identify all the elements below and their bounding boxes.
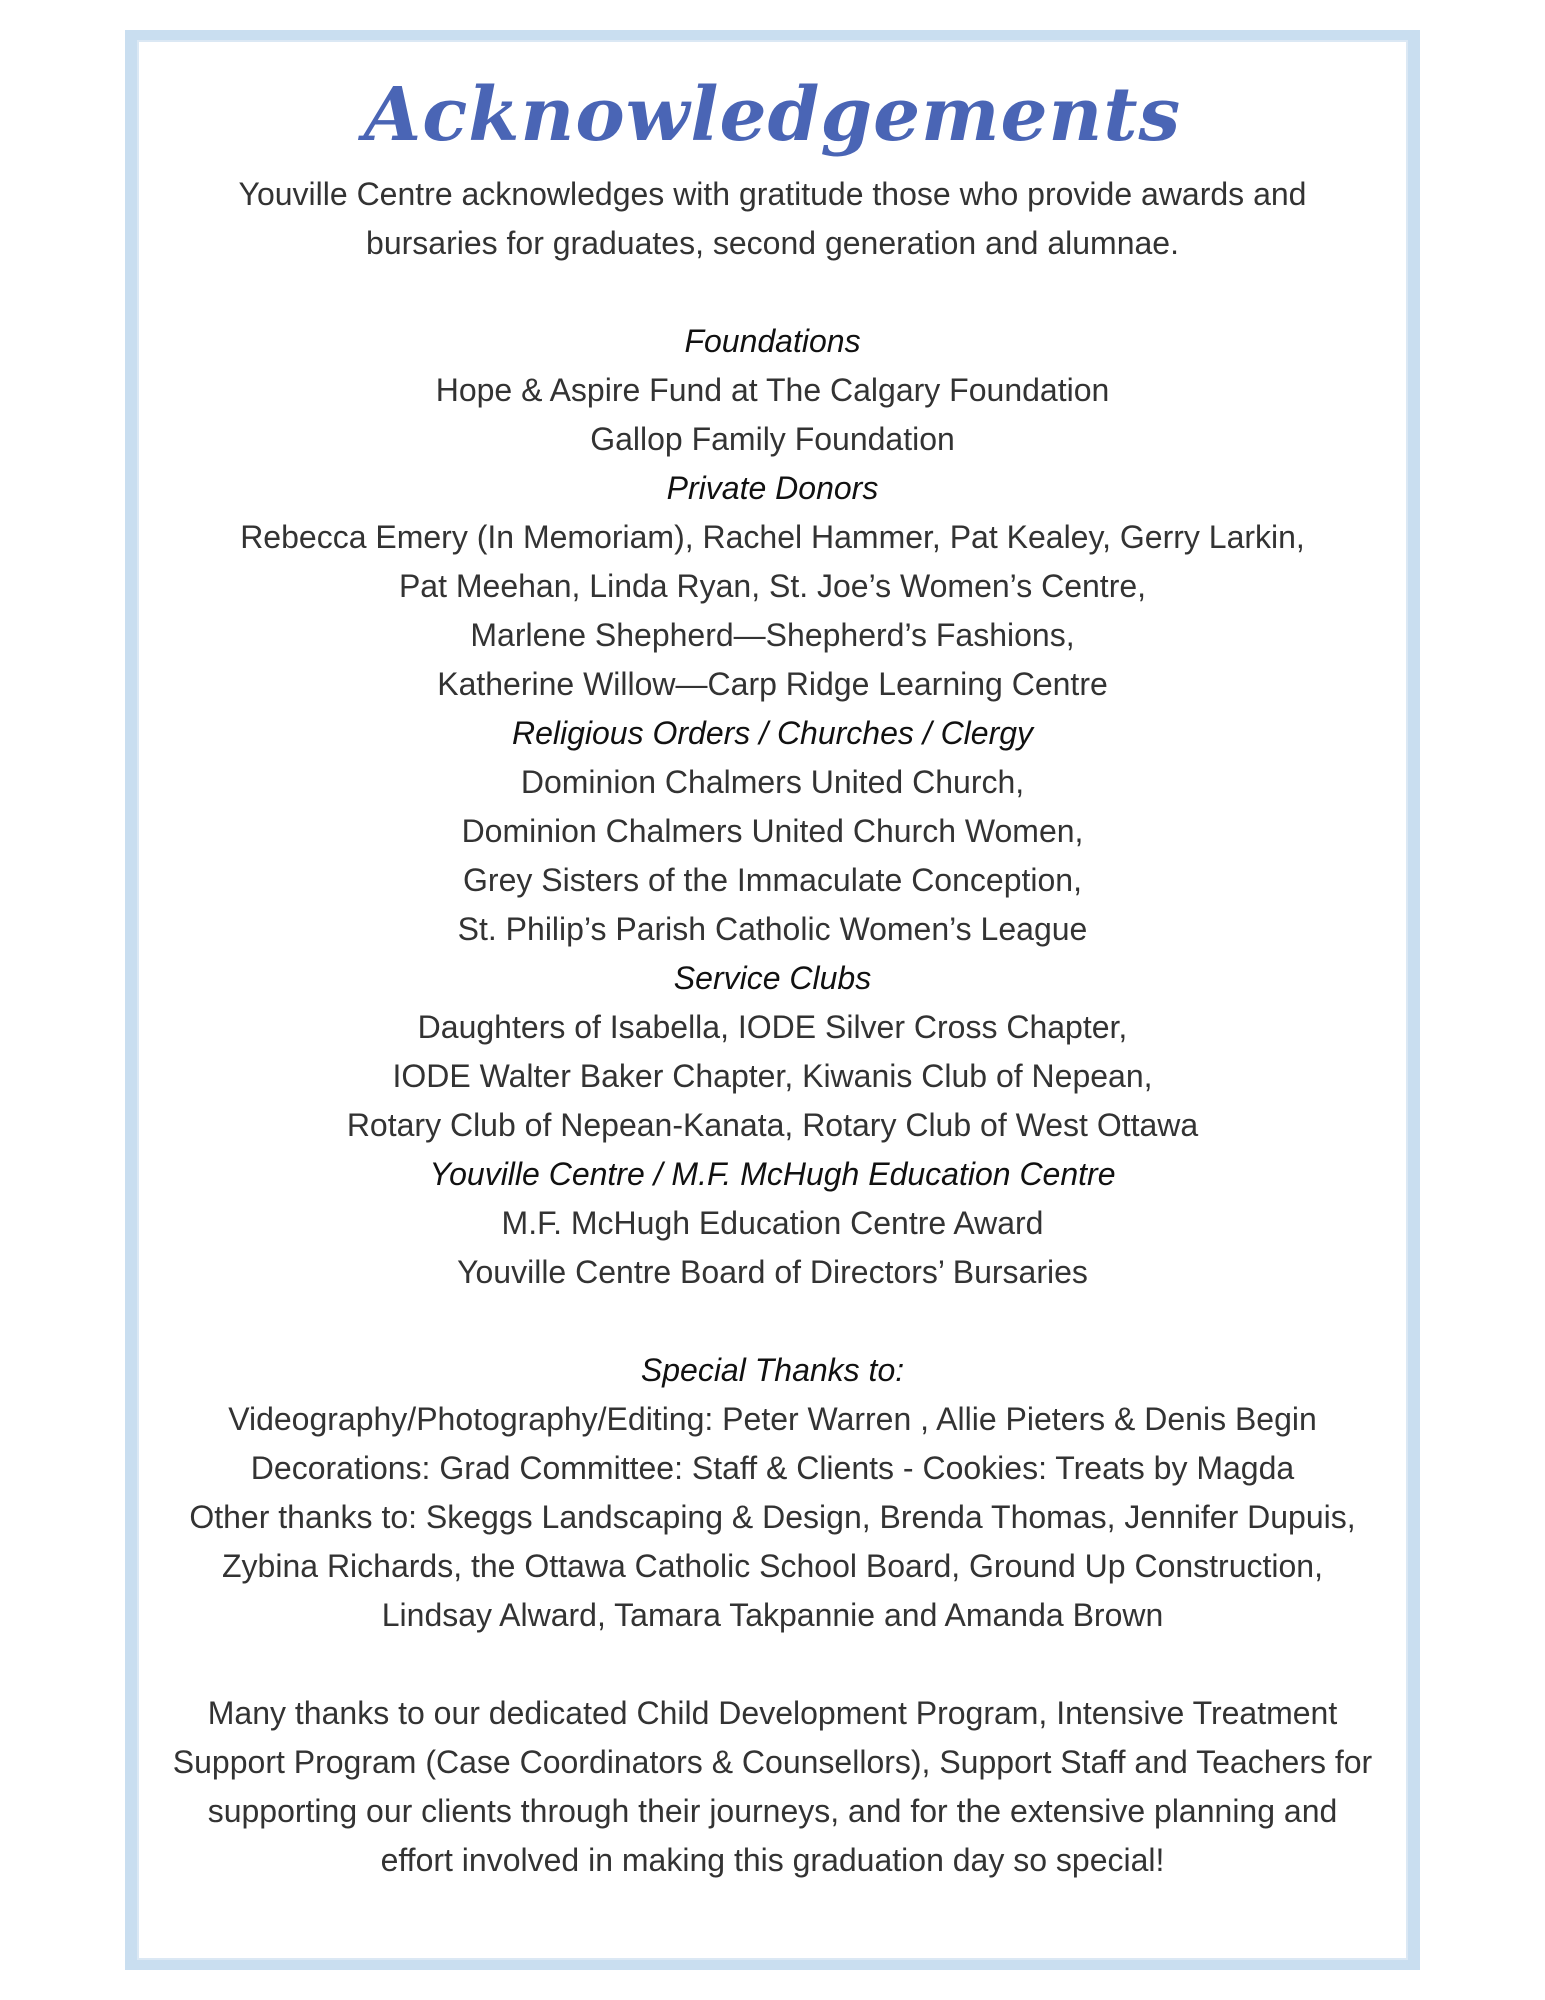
section-service-clubs [137,954,1408,1150]
intro-line: Youville Centre acknowledges with gratitude those who provide awards and [238,176,1307,212]
section-heading: Private Donors [666,470,879,506]
list-item: Dominion Chalmers United Church Women, [461,813,1084,849]
acknowledgements-document [137,40,1408,1885]
list-item: Pat Meehan, Linda Ryan, St. Joe’s Women’s Centre, [398,568,1147,604]
section-heading: Special Thanks to: [640,1352,905,1388]
list-item: St. Philip’s Parish Catholic Women’s League [457,911,1088,947]
list-item: Videography/Photography/Editing: Peter Warren , Allie Pieters & Denis Begin [228,1401,1317,1437]
list-item: Marlene Shepherd—Shepherd’s Fashions, [470,617,1075,653]
list-item: Zybina Richards, the Ottawa Catholic School Board, Ground Up Construction, [222,1548,1323,1584]
list-item: Grey Sisters of the Immaculate Conception, [463,862,1082,898]
section-foundations [137,317,1408,464]
closing-line: supporting our clients through their journeys, and for the extensive planning and [207,1793,1338,1829]
spacer [137,1640,1408,1689]
list-item: Other thanks to: Skeggs Landscaping & Design, Brenda Thomas, Jennifer Dupuis, [189,1499,1356,1535]
list-item: IODE Walter Baker Chapter, Kiwanis Club of Nepean, [392,1058,1153,1094]
list-item: Daughters of Isabella, IODE Silver Cross Chapter, [417,1009,1128,1045]
section-heading: Service Clubs [673,960,872,996]
section-special-thanks [137,1346,1408,1640]
list-item: Katherine Willow—Carp Ridge Learning Centre [437,666,1108,702]
closing-paragraph [137,1689,1408,1885]
section-heading: Foundations [684,323,861,359]
closing-line: Many thanks to our dedicated Child Development Program, Intensive Treatment [207,1695,1338,1731]
page-title: Acknowledgements [363,72,1182,158]
list-item: Gallop Family Foundation [590,421,955,457]
closing-line: Support Program (Case Coordinators & Counsellors), Support Staff and Teachers for [172,1744,1373,1780]
list-item: Lindsay Alward, Tamara Takpannie and Amanda Brown [381,1597,1164,1633]
list-item: Hope & Aspire Fund at The Calgary Foundation [435,372,1110,408]
spacer [137,268,1408,317]
list-item: Rebecca Emery (In Memoriam), Rachel Hammer, Pat Kealey, Gerry Larkin, [240,519,1305,555]
section-youville-centre [137,1150,1408,1297]
list-item: Rotary Club of Nepean-Kanata, Rotary Club of West Ottawa [346,1107,1199,1143]
section-religious-orders [137,709,1408,954]
list-item: Decorations: Grad Committee: Staff & Clients - Cookies: Treats by Magda [250,1450,1295,1486]
section-heading: Youville Centre / M.F. McHugh Education Centre [429,1156,1116,1192]
list-item: Dominion Chalmers United Church, [520,764,1025,800]
spacer [137,1297,1408,1346]
list-item: M.F. McHugh Education Centre Award [501,1205,1044,1241]
section-heading: Religious Orders / Churches / Clergy [511,715,1034,751]
section-private-donors [137,464,1408,709]
intro-line: bursaries for graduates, second generation and alumnae. [366,225,1179,261]
list-item: Youville Centre Board of Directors’ Bursaries [457,1254,1088,1290]
closing-line: effort involved in making this graduation day so special! [380,1842,1165,1878]
intro-paragraph [137,170,1408,268]
